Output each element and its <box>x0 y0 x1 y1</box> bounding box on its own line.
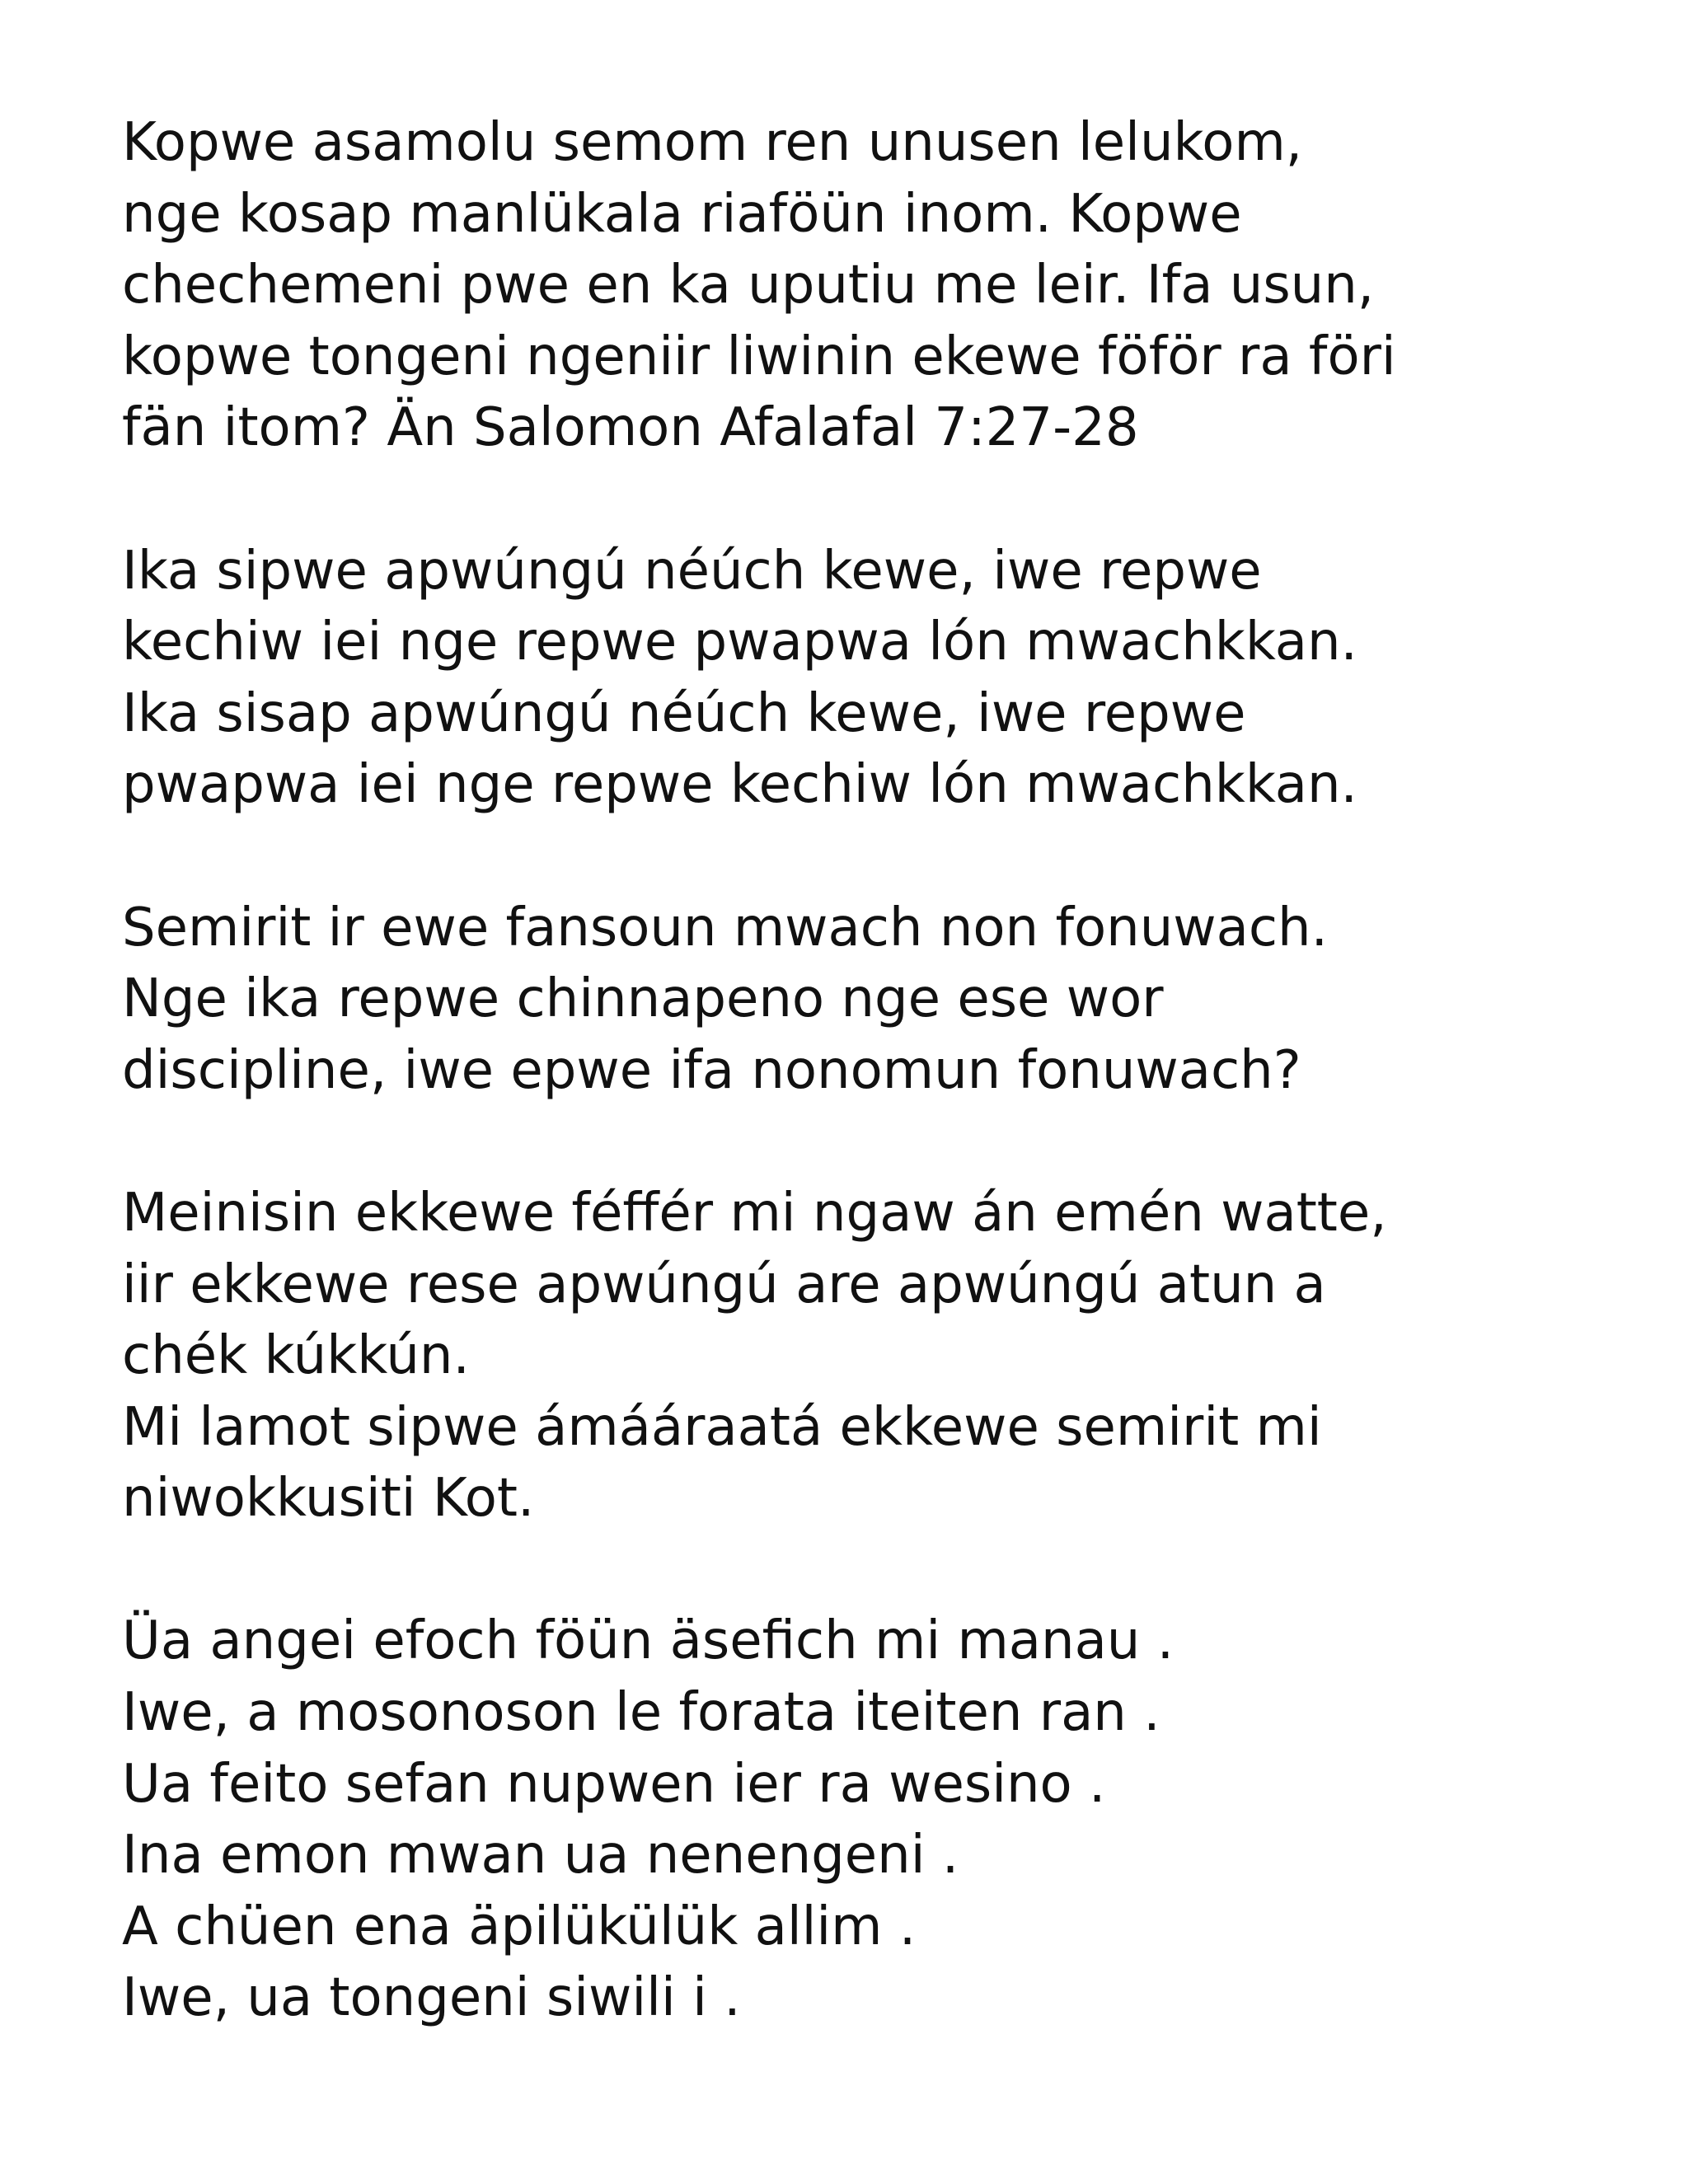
paragraph-4 <box>122 1178 1622 1535</box>
text-line: pwapwa iei nge repwe kechiw lón mwachkkan. <box>122 754 1357 816</box>
text-line: Nge ika repwe chinnapeno nge ese wor <box>122 968 1164 1030</box>
text-line: chechemeni pwe en ka uputiu me leir. Ifa usun, <box>122 255 1375 316</box>
paragraph-1 <box>122 107 1622 464</box>
text-line: fän itom? Än Salomon Afalafal 7:27-28 <box>122 397 1139 459</box>
text-line: nge kosap manlükala riaföün inom. Kopwe <box>122 183 1242 245</box>
text-line: Iwe, a mosonoson le forata iteiten ran . <box>122 1682 1160 1744</box>
text-line: Kopwe asamolu semom ren unusen lelukom, <box>122 112 1303 173</box>
document-text <box>122 107 1622 2034</box>
text-line: kopwe tongeni ngeniir liwinin ekewe föför ra föri <box>122 326 1396 387</box>
text-line: Mi lamot sipwe ámááraatá ekkewe semirit mi <box>122 1396 1322 1458</box>
text-line: Ika sisap apwúngú néúch kewe, iwe repwe <box>122 682 1246 744</box>
text-line: Meinisin ekkewe féffér mi ngaw án emén watte, <box>122 1182 1387 1244</box>
paragraph-2 <box>122 536 1622 821</box>
text-line: Üa angei efoch föün äsefich mi manau . <box>122 1610 1175 1672</box>
text-line: A chüen ena äpilükülük allim . <box>122 1896 917 1957</box>
text-line: iir ekkewe rese apwúngú are apwúngú atun a <box>122 1254 1326 1315</box>
text-line: Ika sipwe apwúngú néúch kewe, iwe repwe <box>122 540 1262 602</box>
text-line: discipline, iwe epwe ifa nonomun fonuwach? <box>122 1039 1301 1101</box>
text-line: kechiw iei nge repwe pwapwa lón mwachkkan. <box>122 612 1357 673</box>
text-line: Iwe, ua tongeni siwili i . <box>122 1967 741 2029</box>
paragraph-5 <box>122 1605 1622 2034</box>
paragraph-3 <box>122 893 1622 1107</box>
text-line: Ua feito sefan nupwen ier ra wesino . <box>122 1753 1106 1815</box>
text-line: Ina emon mwan ua nenengeni . <box>122 1825 959 1886</box>
text-line: Semirit ir ewe fansoun mwach non fonuwach. <box>122 897 1328 958</box>
text-line: chék kúkkún. <box>122 1325 470 1387</box>
text-line: niwokkusiti Kot. <box>122 1468 535 1530</box>
